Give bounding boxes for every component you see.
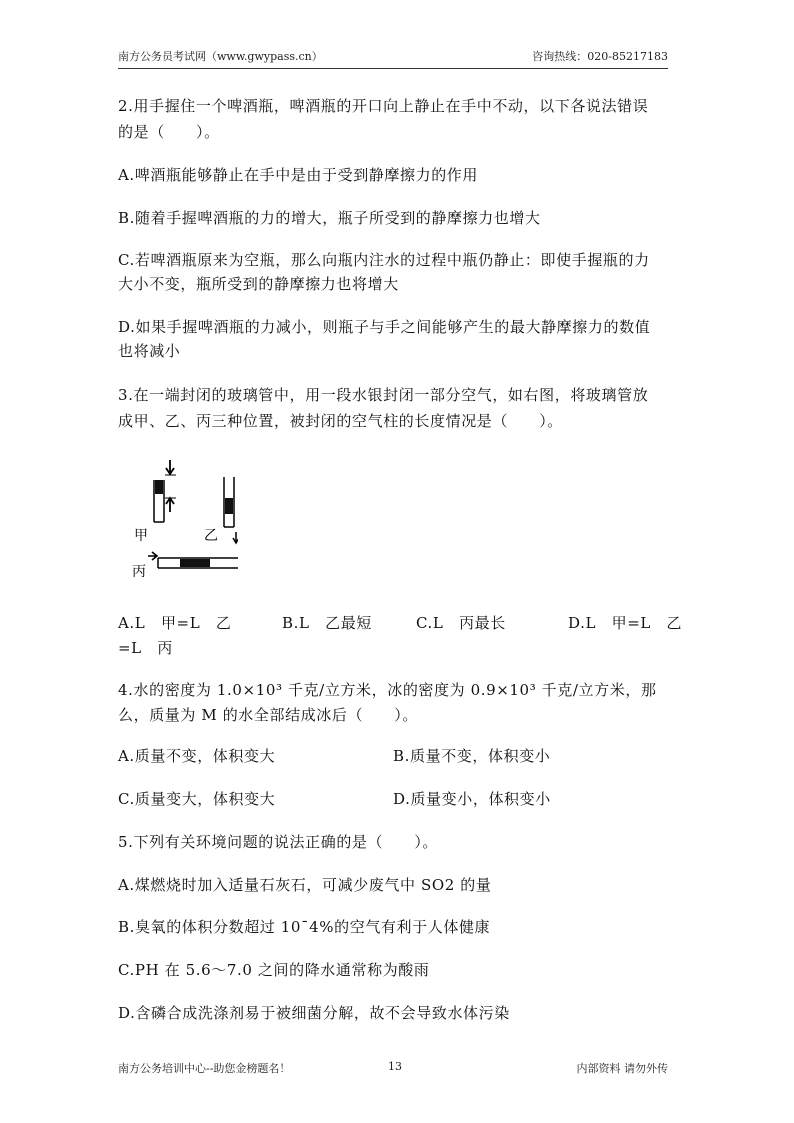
q3-tube-figure [128,452,238,582]
q2-option-d-line2: 也将减小 [118,342,181,360]
q4-option-c: C.质量变大，体积变大 [118,790,276,808]
q5-option-a: A.煤燃烧时加入适量石灰石，可减少废气中 SO2 的量 [118,876,492,894]
tube-bing [148,552,238,568]
q2-option-a: A.啤酒瓶能够静止在手中是由于受到静摩擦力的作用 [118,166,479,184]
q2-option-c-line1: C.若啤酒瓶原来为空瓶，那么向瓶内注水的过程中瓶仍静止：即使手握瓶的力 [118,251,650,269]
q2-option-b: B.随着手握啤酒瓶的力的增大，瓶子所受到的静摩擦力也增大 [118,209,541,227]
figure-label-yi: 乙 [204,528,218,544]
header-divider [118,68,668,69]
footer-notice: 内部资料 请勿外传 [576,1062,668,1075]
q4-option-b: B.质量不变，体积变小 [393,747,551,765]
q3-stem-line1: 3.在一端封闭的玻璃管中，用一段水银封闭一部分空气，如右图，将玻璃管放 [118,386,649,404]
q5-option-b: B.臭氧的体积分数超过 10ˉ4%的空气有利于人体健康 [118,918,491,936]
q4-option-a: A.质量不变，体积变大 [118,747,276,765]
header-hotline: 咨询热线：020-85217183 [532,50,668,63]
q3-option-c: C.L 丙最长 [416,614,506,632]
q2-option-c-line2: 大小不变，瓶所受到的静摩擦力也将增大 [118,275,399,293]
q2-stem-line2: 的是（ ）。 [118,123,220,141]
q5-option-c: C.PH 在 5.6～7.0 之间的降水通常称为酸雨 [118,961,430,979]
footer-slogan: 南方公务培训中心--助您金榜题名！ [118,1062,291,1075]
q3-option-d-continuation: =L 丙 [118,639,173,657]
tube-yi [224,477,238,543]
q4-stem-line2: 么，质量为 M 的水全部结成冰后（ ）。 [118,706,418,724]
header-site-name: 南方公务员考试网（www.gwypass.cn） [118,50,323,63]
tube-jia [154,460,176,522]
figure-label-jia: 甲 [134,528,148,544]
q5-stem: 5.下列有关环境问题的说法正确的是（ ）。 [118,833,439,851]
q4-stem-line1: 4.水的密度为 1.0×10³ 千克/立方米，冰的密度为 0.9×10³ 千克/立方米，那 [118,681,657,699]
q2-stem-line1: 2.用手握住一个啤酒瓶，啤酒瓶的开口向上静止在手中不动，以下各说法错误 [118,97,649,115]
q3-option-d: D.L 甲=L 乙 [568,614,683,632]
q4-option-d: D.质量变小，体积变小 [393,790,551,808]
q2-option-d-line1: D.如果手握啤酒瓶的力减小，则瓶子与手之间能够产生的最大静摩擦力的数值 [118,318,651,336]
footer-page-number: 13 [388,1060,402,1073]
q3-option-a: A.L 甲=L 乙 [118,614,232,632]
q3-option-b: B.L 乙最短 [282,614,372,632]
q3-stem-line2: 成甲、乙、丙三种位置，被封闭的空气柱的长度情况是（ ）。 [118,412,563,430]
glass-tube-diagram [128,452,238,582]
q5-option-d: D.含磷合成洗涤剂易于被细菌分解，故不会导致水体污染 [118,1004,510,1022]
figure-label-bing: 丙 [132,564,146,580]
